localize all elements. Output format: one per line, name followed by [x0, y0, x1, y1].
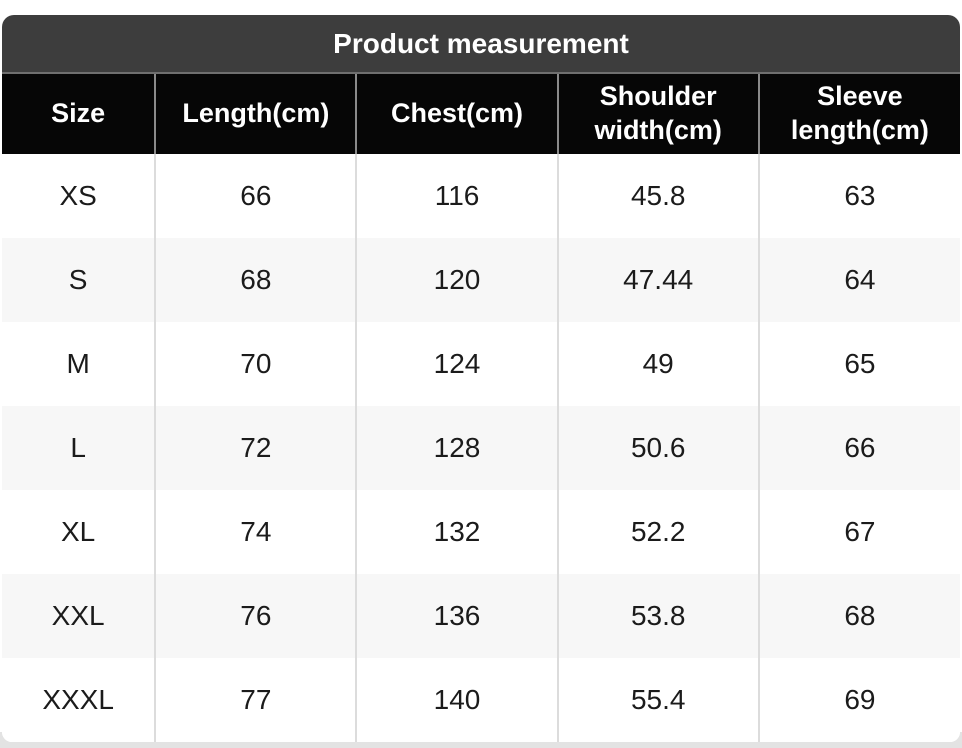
- cell-chest: 116: [356, 154, 557, 238]
- card-title: Product measurement: [2, 15, 960, 74]
- table-row-s: [2, 238, 960, 322]
- cell-length: 70: [155, 322, 356, 406]
- cell-size: M: [66, 348, 90, 379]
- cell-shoulder-width: 45.8: [558, 154, 759, 238]
- table-row-xxl: [2, 574, 960, 658]
- cell-length: 66: [155, 154, 356, 238]
- cell-sleeve-length: 65: [759, 322, 960, 406]
- cell-size: XL: [61, 516, 96, 547]
- cell-length: 76: [155, 574, 356, 658]
- cell-length: 72: [155, 406, 356, 490]
- table-row-m: [2, 322, 960, 406]
- cell-size: XS: [59, 180, 97, 211]
- cell-chest: 132: [356, 490, 557, 574]
- cell-chest: 136: [356, 574, 557, 658]
- cell-sleeve-length: 68: [759, 574, 960, 658]
- product-measurement-card: [2, 15, 960, 742]
- size-chart-table: [2, 74, 960, 742]
- cell-length: 77: [155, 658, 356, 742]
- cell-sleeve-length: 66: [759, 406, 960, 490]
- cell-chest: 128: [356, 406, 557, 490]
- table-row-xxxl: [2, 658, 960, 742]
- table-row-l: [2, 406, 960, 490]
- cell-shoulder-width: 49: [558, 322, 759, 406]
- cell-length: 74: [155, 490, 356, 574]
- cell-sleeve-length: 69: [759, 658, 960, 742]
- cell-size: XXL: [51, 600, 105, 631]
- cell-size: L: [70, 432, 86, 463]
- cell-chest: 120: [356, 238, 557, 322]
- column-header-length: Length(cm): [155, 74, 356, 154]
- column-header-size: Size: [2, 74, 155, 154]
- cell-size: XXXL: [42, 684, 114, 715]
- cell-sleeve-length: 67: [759, 490, 960, 574]
- cell-chest: 124: [356, 322, 557, 406]
- column-header-sleeve-length: Sleeve length(cm): [759, 74, 960, 154]
- cell-size: S: [68, 264, 88, 295]
- column-header-chest: Chest(cm): [356, 74, 557, 154]
- cell-shoulder-width: 52.2: [558, 490, 759, 574]
- cell-chest: 140: [356, 658, 557, 742]
- cell-shoulder-width: 47.44: [558, 238, 759, 322]
- cell-shoulder-width: 53.8: [558, 574, 759, 658]
- table-row-xs: [2, 154, 960, 238]
- cell-shoulder-width: 55.4: [558, 658, 759, 742]
- table-row-xl: [2, 490, 960, 574]
- header-row: [2, 74, 960, 154]
- column-header-shoulder-width: Shoulder width(cm): [558, 74, 759, 154]
- cell-sleeve-length: 63: [759, 154, 960, 238]
- cell-shoulder-width: 50.6: [558, 406, 759, 490]
- cell-length: 68: [155, 238, 356, 322]
- cell-sleeve-length: 64: [759, 238, 960, 322]
